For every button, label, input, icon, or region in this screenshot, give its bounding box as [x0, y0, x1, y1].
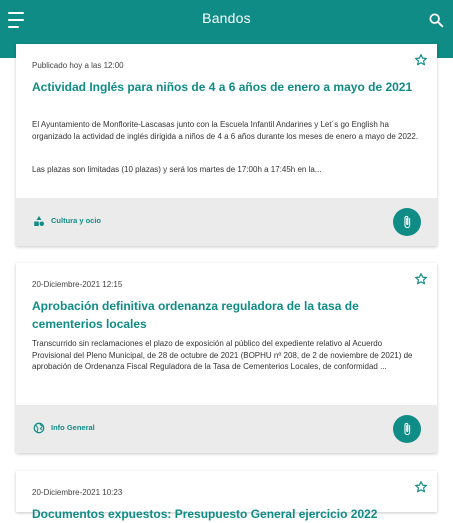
category-label[interactable]: Info General: [51, 423, 95, 432]
bando-card[interactable]: [16, 44, 437, 246]
shapes-icon: [33, 215, 45, 227]
publish-date: Publicado hoy a las 12:00: [32, 61, 124, 70]
paperclip-icon: [400, 422, 414, 436]
bando-title[interactable]: Actividad Inglés para niños de 4 a 6 años de enero a mayo de 2021: [32, 80, 413, 94]
bando-summary: El Ayuntamiento de Monflorite-Lascasas junto con la Escuela Infantil Andarines y Let´s go English ha organizado la actividad de inglés dirigida a niños de 4 a 6 años durante los meses de enero a mayo de 2022.: [32, 120, 419, 141]
favorite-star-icon[interactable]: [414, 480, 428, 494]
search-icon[interactable]: [428, 12, 444, 28]
attachment-button[interactable]: [393, 415, 421, 443]
category-label[interactable]: Cultura y ocio: [51, 216, 102, 225]
bando-title[interactable]: Documentos expuestos: Presupuesto General ejercicio 2022: [32, 507, 378, 521]
bando-summary: Transcurrido sin reclamaciones el plazo de exposición al público del expediente relativo al Acuerdo Provisional del Pleno Municipal, de 28 de octubre de 2021 (BOPHU nº 208, de 2 de noviembre de 2021) de aprobación de Ordenanza Fiscal Reguladora de la Tasa de Cementerios Locales, de conformidad ...: [32, 339, 413, 371]
page-title: Bandos: [202, 10, 251, 26]
bando-card[interactable]: [16, 263, 437, 453]
paperclip-icon: [400, 215, 414, 229]
bando-title[interactable]: Aprobación definitiva ordenanza reguladora de la tasa de cementerios locales: [32, 299, 359, 331]
attachment-button[interactable]: [393, 208, 421, 236]
favorite-star-icon[interactable]: [414, 53, 428, 67]
publish-date: 20-Diciembre-2021 10:23: [32, 488, 123, 497]
card-footer: [16, 405, 437, 453]
publish-date: 20-Diciembre-2021 12:15: [32, 280, 123, 289]
bando-card[interactable]: [16, 471, 437, 521]
bando-summary: Las plazas son limitadas (10 plazas) y será los martes de 17:00h a 17:45h en la...: [32, 165, 322, 174]
globe-icon: [33, 422, 45, 434]
card-footer: [16, 198, 437, 246]
favorite-star-icon[interactable]: [414, 272, 428, 286]
